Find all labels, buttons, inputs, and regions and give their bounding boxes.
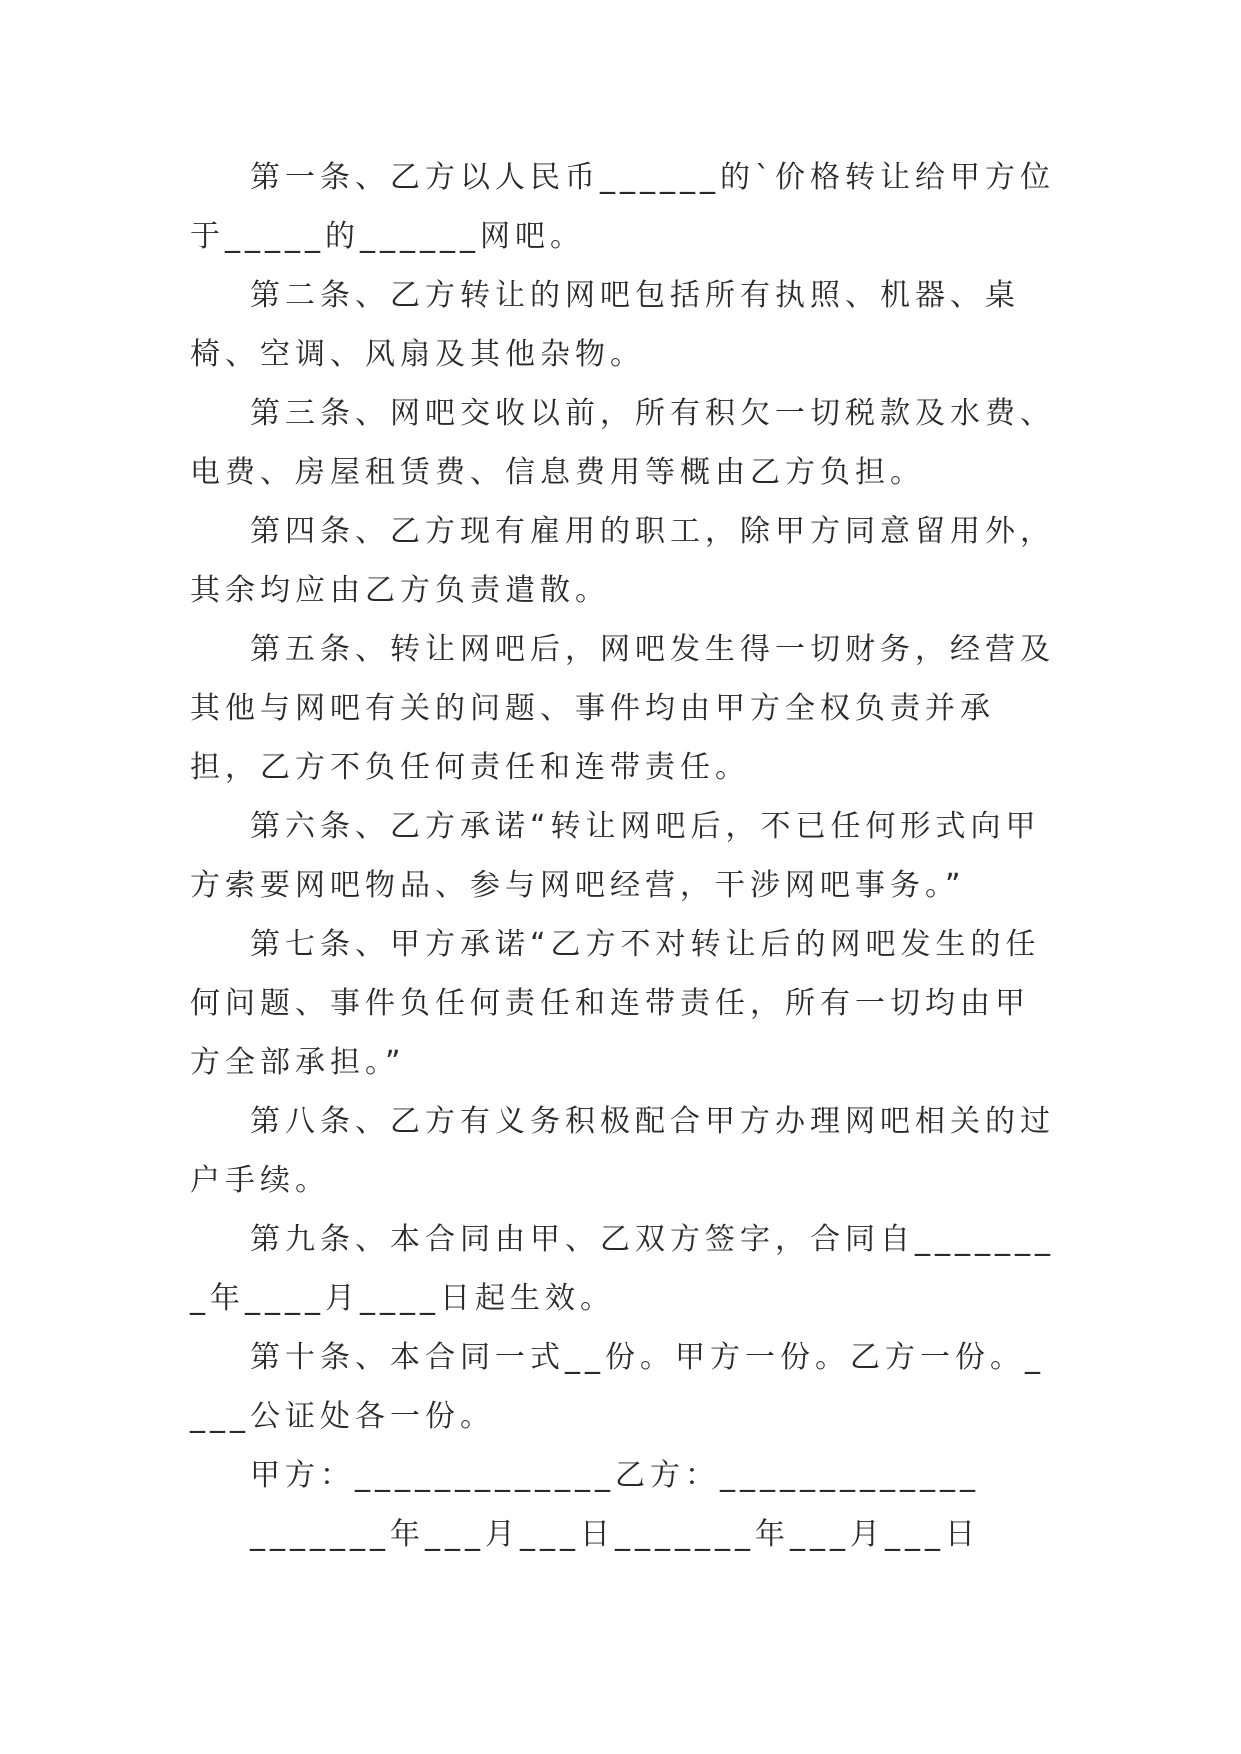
signature-line: 甲方：_____________乙方：_____________ [250,1458,980,1493]
article-10: 第十条、本合同一式__份。甲方一份。乙方一份。____公证处各一份。 [190,1340,1045,1434]
article-4: 第四条、乙方现有雇用的职工，除甲方同意留用外，其余均应由乙方负责遣散。 [190,514,1055,608]
contract-body [190,148,1060,1564]
article-6: 第六条、乙方承诺“转让网吧后，不已任何形式向甲方索要网吧物品、参与网吧经营，干涉网吧事务。” [190,809,1041,903]
article-2: 第二条、乙方转让的网吧包括所有执照、机器、桌椅、空调、风扇及其他杂物。 [190,278,1020,372]
article-9: 第九条、本合同由甲、乙双方签字，合同自________年____月____日起生效。 [190,1222,1055,1316]
article-5: 第五条、转让网吧后，网吧发生得一切财务，经营及其他与网吧有关的问题、事件均由甲方全权负责并承担，乙方不负任何责任和连带责任。 [190,632,1055,785]
article-3: 第三条、网吧交收以前，所有积欠一切税款及水费、电费、房屋租赁费、信息费用等概由乙方负担。 [190,396,1055,490]
date-line: _______年___月___日_______年___月___日 [250,1517,980,1552]
article-1: 第一条、乙方以人民币______的`价格转让给甲方位于_____的______网吧。 [190,160,1055,254]
article-8: 第八条、乙方有义务积极配合甲方办理网吧相关的过户手续。 [190,1104,1055,1198]
article-7: 第七条、甲方承诺“乙方不对转让后的网吧发生的任何问题、事件负任何责任和连带责任，所有一切均由甲方全部承担。” [190,927,1041,1080]
